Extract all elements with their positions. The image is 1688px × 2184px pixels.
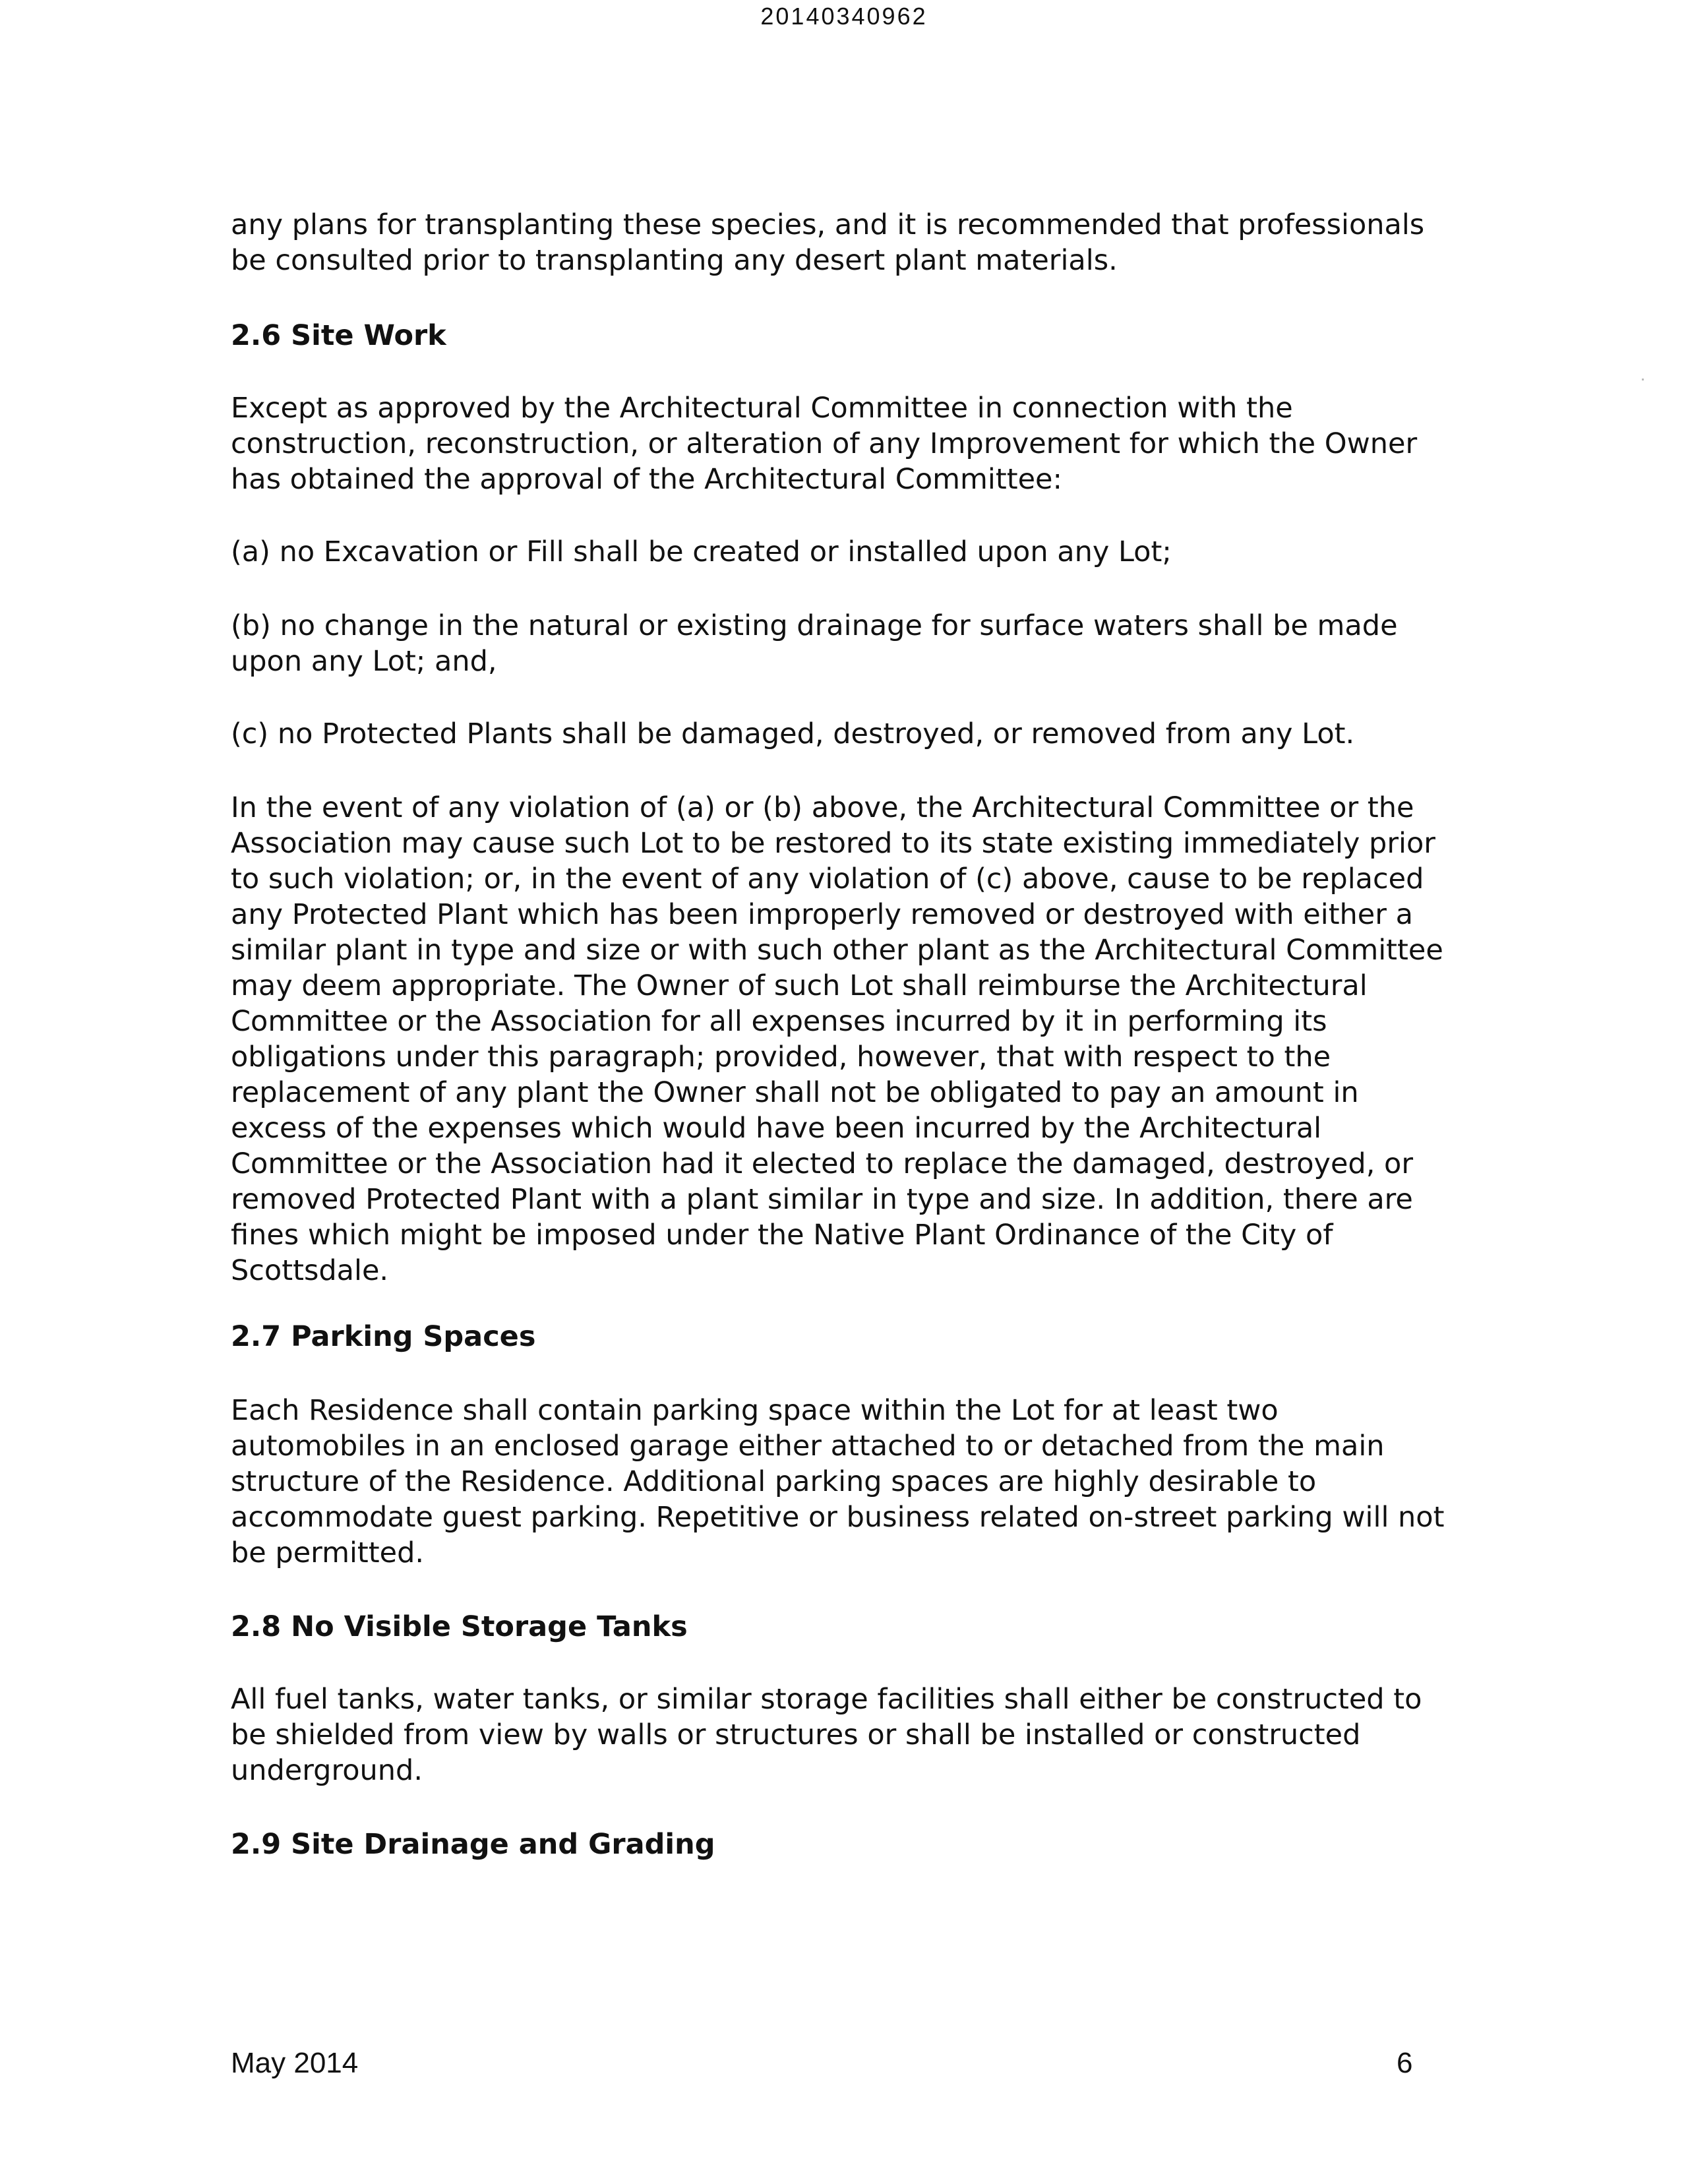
section-2-7-heading: 2.7 Parking Spaces: [231, 1320, 536, 1353]
scan-speck: [1642, 379, 1644, 380]
section-2-8-heading: 2.8 No Visible Storage Tanks: [231, 1610, 688, 1643]
section-2-7-paragraph: Each Residence shall contain parking space within the Lot for at least two automobiles in an enclosed garage either attached to or detached from the main structure of the Residence. Additional parking spaces are highly desirable to accommodate guest parking. Repetitive or business related on-street parking will not be permitted.: [231, 1394, 1445, 1569]
section-2-6-violation-paragraph: In the event of any violation of (a) or (b) above, the Architectural Committee or the Association may cause such Lot to be restored to its state existing immediately prior to such violation; or, in the event of any violation of (c) above, cause to be replaced any Protected Plant which has been improperly removed or destroyed with either a similar plant in type and size or with such other plant as the Architectural Committee may deem appropriate. The Owner of such Lot shall reimburse the Architectural Committee or the Association for all expenses incurred by it in performing its obligations under this paragraph; provided, however, that with respect to the replacement of any plant the Owner shall not be obligated to pay an amount in excess of the expenses which would have been incurred by the Architectural Committee or the Association had it elected to replace the damaged, destroyed, or removed Protected Plant with a plant similar in type and size. In addition, there are fines which might be imposed under the Native Plant Ordinance of the City of Scottsdale.: [231, 791, 1443, 1287]
document-number: 20140340962: [760, 3, 928, 30]
page-number: 6: [1397, 2047, 1413, 2079]
section-2-8-paragraph: All fuel tanks, water tanks, or similar storage facilities shall either be constructed to be shielded from view by walls or structures or shall be installed or constructed underground.: [231, 1683, 1422, 1787]
section-2-6-item-c: (c) no Protected Plants shall be damaged, destroyed, or removed from any Lot.: [231, 717, 1355, 750]
section-2-6-heading: 2.6 Site Work: [231, 319, 446, 352]
section-2-6-item-a: (a) no Excavation or Fill shall be created or installed upon any Lot;: [231, 535, 1172, 568]
footer-date: May 2014: [231, 2047, 359, 2079]
section-2-6-item-b: (b) no change in the natural or existing drainage for surface waters shall be made upon any Lot; and,: [231, 609, 1398, 678]
section-2-6-paragraph: Except as approved by the Architectural Committee in connection with the construction, reconstruction, or alteration of any Improvement for which the Owner has obtained the approval of the Architectural Committee:: [231, 392, 1418, 496]
section-2-9-heading: 2.9 Site Drainage and Grading: [231, 1828, 715, 1861]
intro-paragraph: any plans for transplanting these species, and it is recommended that professionals be consulted prior to transplanting any desert plant materials.: [231, 208, 1425, 277]
